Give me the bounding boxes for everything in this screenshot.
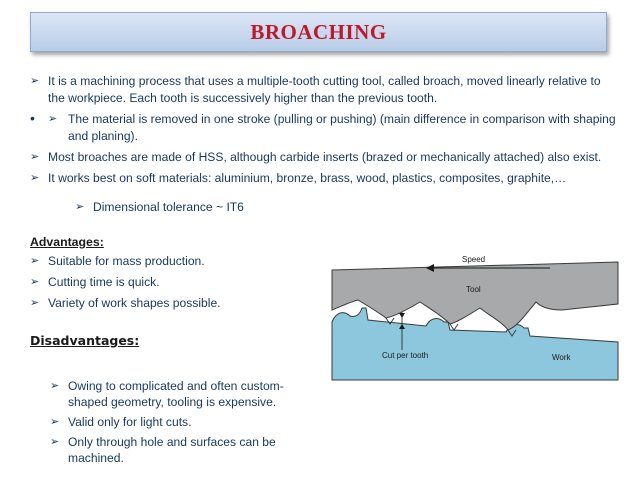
list-item-text: Cutting time is quick.: [48, 275, 160, 289]
arrow-bullet-icon: ➢: [30, 276, 40, 288]
bullet-item: [30, 149, 620, 166]
tool-label: Tool: [466, 285, 481, 294]
bullet-text: Dimensional tolerance ~ IT6: [93, 200, 244, 214]
bullet-item: [30, 111, 620, 145]
page-title: BROACHING: [250, 19, 387, 44]
arrow-bullet-icon: ➢: [48, 113, 58, 125]
arrow-bullet-icon: ➢: [75, 201, 85, 213]
bullet-item: [30, 170, 620, 187]
workpiece-shape: [332, 308, 618, 380]
arrow-bullet-icon: ➢: [50, 380, 60, 392]
advantages-heading: Advantages:: [30, 235, 104, 249]
arrow-bullet-icon: ➢: [30, 75, 40, 87]
list-item-text: Suitable for mass production.: [48, 254, 205, 268]
bullet-text: It is a machining process that uses a multiple-tooth cutting tool, called broach, moved linearly relative to the workpiece. Each tooth is successively higher than the previous tooth.: [48, 74, 601, 105]
arrow-bullet-icon: ➢: [30, 297, 40, 309]
bullet-item: [30, 73, 620, 107]
work-label: Work: [552, 353, 571, 362]
arrow-bullet-icon: ➢: [50, 436, 60, 448]
list-item-text: Valid only for light cuts.: [68, 415, 192, 429]
advantages-list: [30, 253, 330, 316]
bullet-text: The material is removed in one stroke (pulling or pushing) (main difference in comparison with shaping and planing).: [68, 112, 616, 143]
list-item: [50, 378, 300, 410]
arrow-bullet-icon: ➢: [30, 151, 40, 163]
bullet-item: [75, 199, 620, 216]
list-item: [30, 274, 330, 291]
list-item-text: Variety of work shapes possible.: [48, 296, 221, 310]
list-item: [50, 414, 300, 430]
tooth-tip: [450, 324, 458, 330]
bullet-text: It works best on soft materials: aluminium, bronze, brass, wood, plastics, composites, graphite,…: [48, 171, 567, 185]
bullet-text: Most broaches are made of HSS, although carbide inserts (brazed or mechanically attached) also exist.: [48, 150, 602, 164]
broach-tool-shape: [332, 262, 618, 330]
disadvantages-heading: Disadvantages:: [30, 333, 140, 348]
arrow-bullet-icon: ➢: [50, 416, 60, 428]
title-banner: [30, 12, 607, 52]
broaching-diagram: [330, 252, 622, 382]
list-item: [30, 253, 330, 270]
list-item: [30, 295, 330, 312]
speed-label: Speed: [462, 255, 486, 264]
arrow-bullet-icon: ➢: [30, 255, 40, 267]
cut-per-tooth-label: Cut per tooth: [382, 351, 429, 360]
disadvantages-list: [50, 378, 300, 470]
list-item-text: Only through hole and surfaces can be machined.: [68, 435, 276, 465]
list-item-text: Owing to complicated and often custom-shaped geometry, tooling is expensive.: [68, 379, 284, 409]
cut-arrow-head: [399, 313, 405, 318]
intro-bullets: [30, 73, 620, 220]
arrow-bullet-icon: ➢: [30, 172, 40, 184]
list-item: [50, 434, 300, 466]
dot-bullet-icon: •: [30, 110, 35, 126]
